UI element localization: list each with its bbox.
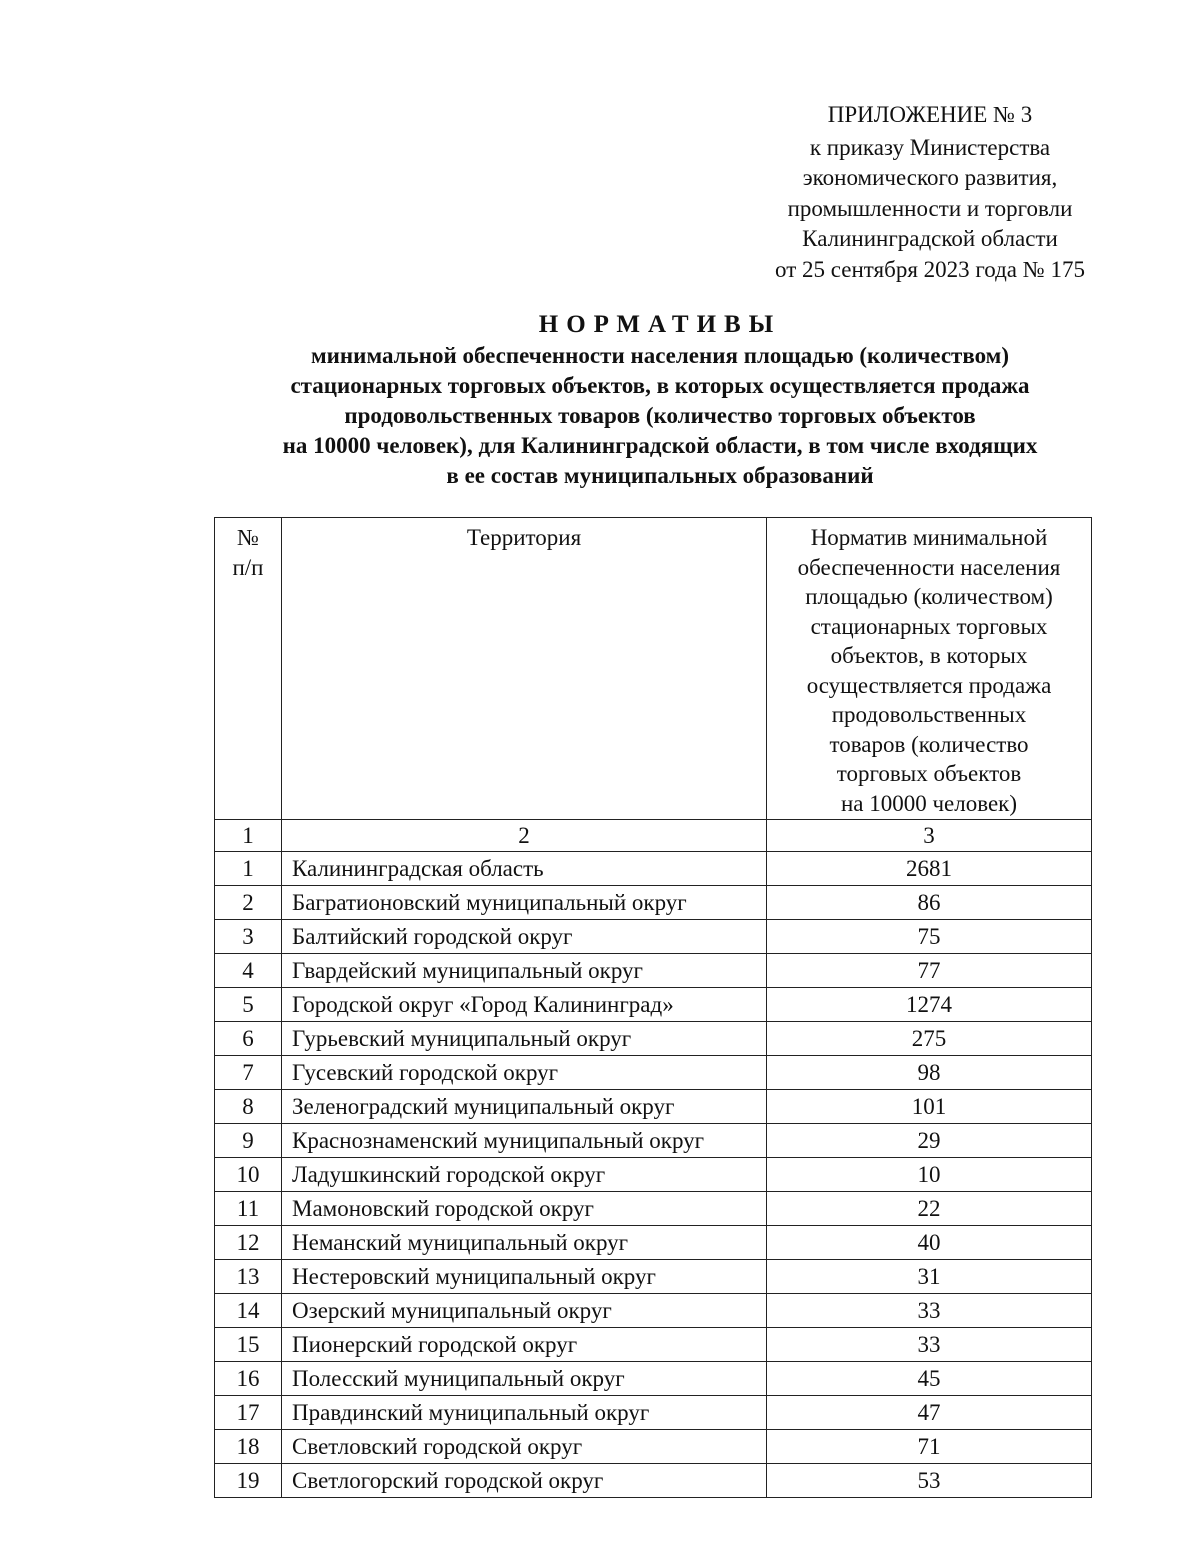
row-number: 16 xyxy=(215,1362,282,1396)
table-row xyxy=(215,1328,1092,1362)
row-number: 1 xyxy=(215,852,282,886)
header-number: № п/п xyxy=(215,518,282,820)
document-subtitle xyxy=(210,341,1110,491)
table-header-row xyxy=(215,518,1092,820)
header-norm: Норматив минимальной обеспеченности населения площадью (количеством) стационарных торговых объектов, в которых осуществляется продажа продовольственных товаров (количество торговых объектов на 10000 человек) xyxy=(767,518,1092,820)
column-number: 1 xyxy=(215,820,282,852)
row-number: 14 xyxy=(215,1294,282,1328)
appendix-date: от 25 сентября 2023 года № 175 xyxy=(775,256,1085,282)
subtitle-line: стационарных торговых объектов, в которых осуществляется продажа xyxy=(290,373,1030,398)
row-territory: Неманский муниципальный округ xyxy=(282,1226,767,1260)
row-value: 10 xyxy=(767,1158,1092,1192)
table-row xyxy=(215,988,1092,1022)
appendix-line: Калининградской области xyxy=(802,226,1058,251)
row-number: 12 xyxy=(215,1226,282,1260)
row-territory: Мамоновский городской округ xyxy=(282,1192,767,1226)
row-number: 5 xyxy=(215,988,282,1022)
row-territory: Светлогорский городской округ xyxy=(282,1464,767,1498)
row-number: 7 xyxy=(215,1056,282,1090)
row-number: 4 xyxy=(215,954,282,988)
row-value: 33 xyxy=(767,1294,1092,1328)
column-numbers-row xyxy=(215,820,1092,852)
row-territory: Озерский муниципальный округ xyxy=(282,1294,767,1328)
row-value: 98 xyxy=(767,1056,1092,1090)
table-row xyxy=(215,852,1092,886)
table-row xyxy=(215,1124,1092,1158)
table-row xyxy=(215,1464,1092,1498)
table-row xyxy=(215,920,1092,954)
appendix-line: экономического развития, xyxy=(802,165,1058,190)
row-number: 18 xyxy=(215,1430,282,1464)
table-row xyxy=(215,886,1092,920)
row-territory: Багратионовский муниципальный округ xyxy=(282,886,767,920)
row-value: 1274 xyxy=(767,988,1092,1022)
subtitle-line: продовольственных товаров (количество торговых объектов xyxy=(344,403,976,428)
row-value: 77 xyxy=(767,954,1092,988)
row-number: 6 xyxy=(215,1022,282,1056)
row-value: 45 xyxy=(767,1362,1092,1396)
column-number: 3 xyxy=(767,820,1092,852)
row-territory: Гурьевский муниципальный округ xyxy=(282,1022,767,1056)
header-territory: Территория xyxy=(282,518,767,820)
row-territory: Светловский городской округ xyxy=(282,1430,767,1464)
row-number: 15 xyxy=(215,1328,282,1362)
row-number: 8 xyxy=(215,1090,282,1124)
row-value: 101 xyxy=(767,1090,1092,1124)
row-value: 71 xyxy=(767,1430,1092,1464)
table-row xyxy=(215,1294,1092,1328)
row-number: 3 xyxy=(215,920,282,954)
table-row xyxy=(215,1226,1092,1260)
row-value: 29 xyxy=(767,1124,1092,1158)
appendix-line: промышленности и торговли xyxy=(787,195,1073,221)
norms-table xyxy=(214,517,1092,1498)
row-territory: Гвардейский муниципальный округ xyxy=(282,954,767,988)
row-territory: Полесский муниципальный округ xyxy=(282,1362,767,1396)
row-value: 31 xyxy=(767,1260,1092,1294)
row-number: 17 xyxy=(215,1396,282,1430)
row-number: 2 xyxy=(215,886,282,920)
row-territory: Балтийский городской округ xyxy=(282,920,767,954)
row-value: 2681 xyxy=(767,852,1092,886)
subtitle-line: минимальной обеспеченности населения площадью (количеством) xyxy=(311,343,1009,368)
table-row xyxy=(215,1192,1092,1226)
appendix-number: ПРИЛОЖЕНИЕ № 3 xyxy=(827,102,1033,127)
table-row xyxy=(215,1090,1092,1124)
table-row xyxy=(215,954,1092,988)
subtitle-line: на 10000 человек), для Калининградской области, в том числе входящих xyxy=(282,433,1038,458)
row-number: 11 xyxy=(215,1192,282,1226)
row-value: 22 xyxy=(767,1192,1092,1226)
row-value: 275 xyxy=(767,1022,1092,1056)
row-value: 53 xyxy=(767,1464,1092,1498)
row-territory: Зеленоградский муниципальный округ xyxy=(282,1090,767,1124)
row-territory: Правдинский муниципальный округ xyxy=(282,1396,767,1430)
row-number: 19 xyxy=(215,1464,282,1498)
document-title: НОРМАТИВЫ xyxy=(538,311,782,338)
column-number: 2 xyxy=(282,820,767,852)
table-row xyxy=(215,1260,1092,1294)
table-row xyxy=(215,1158,1092,1192)
row-value: 47 xyxy=(767,1396,1092,1430)
row-territory: Краснознаменский муниципальный округ xyxy=(282,1124,767,1158)
appendix-line: к приказу Министерства xyxy=(809,134,1051,160)
table-row xyxy=(215,1056,1092,1090)
row-value: 75 xyxy=(767,920,1092,954)
row-number: 10 xyxy=(215,1158,282,1192)
subtitle-line: в ее состав муниципальных образований xyxy=(446,463,874,488)
row-territory: Гусевский городской округ xyxy=(282,1056,767,1090)
row-value: 33 xyxy=(767,1328,1092,1362)
row-number: 13 xyxy=(215,1260,282,1294)
row-value: 40 xyxy=(767,1226,1092,1260)
table-row xyxy=(215,1396,1092,1430)
row-territory: Нестеровский муниципальный округ xyxy=(282,1260,767,1294)
row-number: 9 xyxy=(215,1124,282,1158)
row-territory: Ладушкинский городской округ xyxy=(282,1158,767,1192)
row-territory: Городской округ «Город Калининград» xyxy=(282,988,767,1022)
table-row xyxy=(215,1430,1092,1464)
row-territory: Калининградская область xyxy=(282,852,767,886)
row-territory: Пионерский городской округ xyxy=(282,1328,767,1362)
table-row xyxy=(215,1362,1092,1396)
row-value: 86 xyxy=(767,886,1092,920)
appendix-block xyxy=(740,100,1120,285)
table-row xyxy=(215,1022,1092,1056)
